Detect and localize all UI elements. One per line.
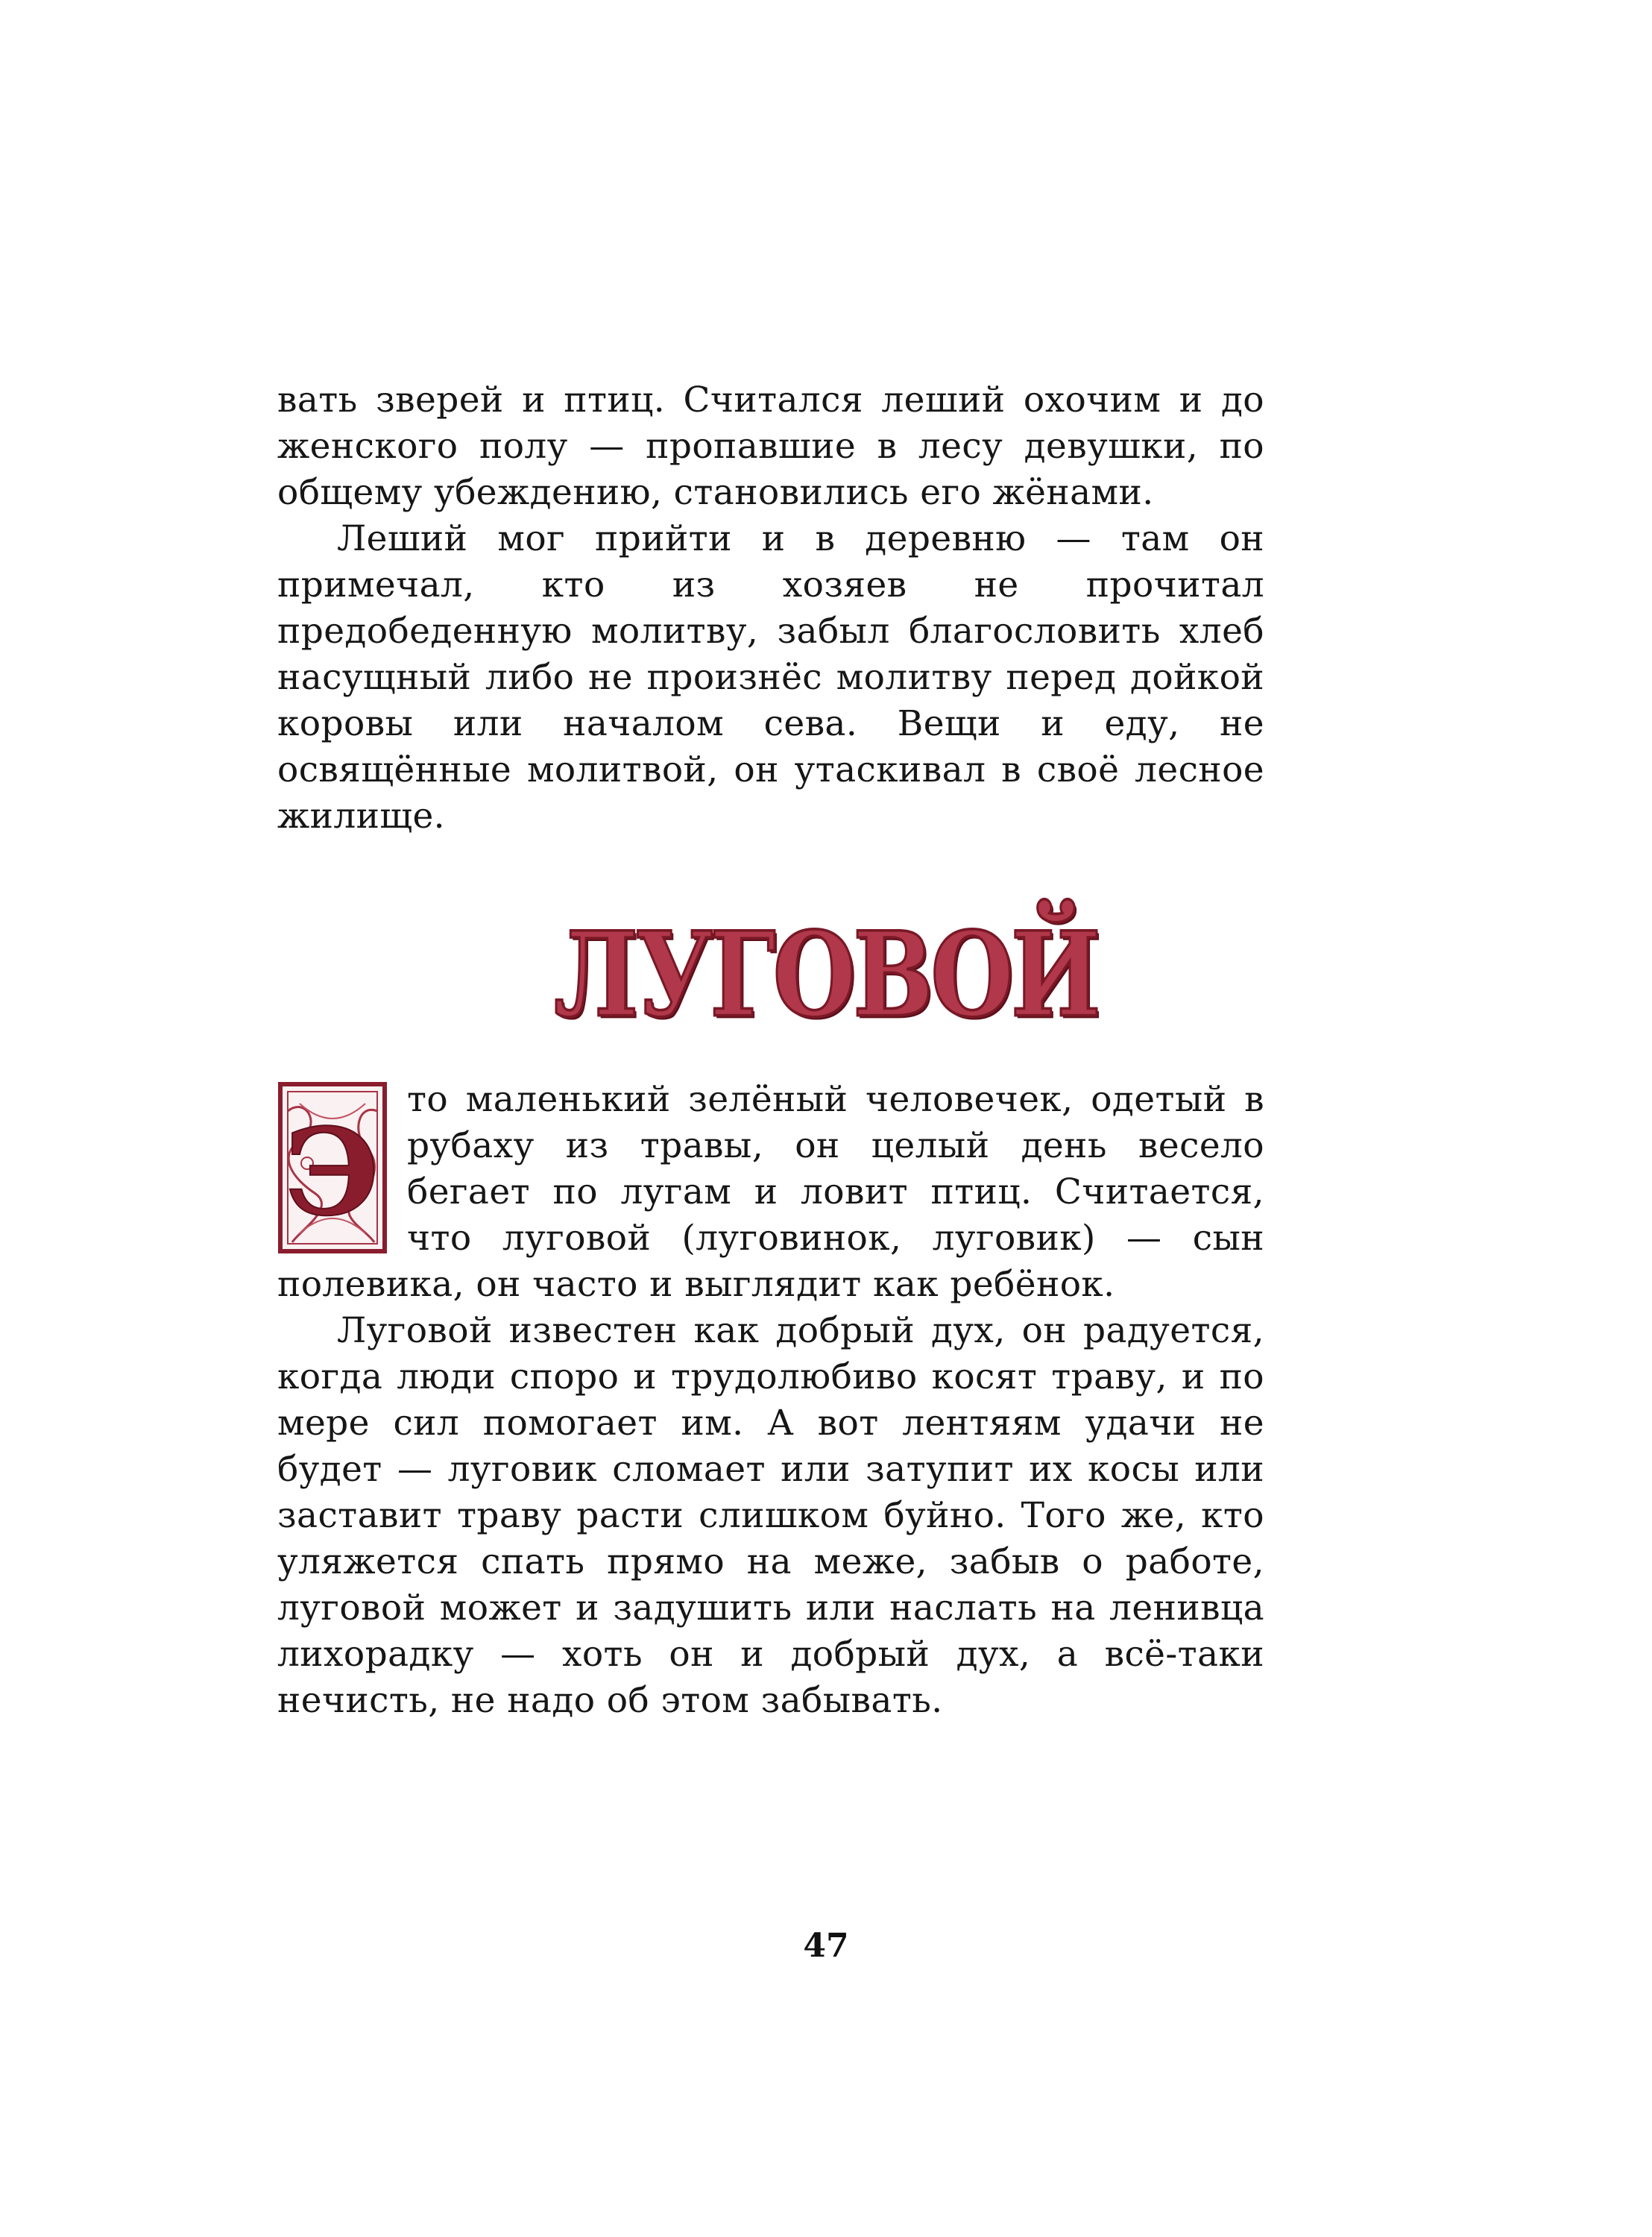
section-title: ЛУГОВОЙ xyxy=(554,907,1098,1044)
paragraph-leshy-village: Леший мог прийти и в деревню — там он примечал, кто из хозяев не прочитал предобеденную молитву, забыл благословить хлеб насущный либо не произнёс молитву перед дойкой коровы или началом сева. Вещи и еду, не освящённые молитвой, он утаскивал в своё лесное жилище. xyxy=(277,518,1264,837)
ornamental-dropcap-icon xyxy=(277,1081,388,1254)
paragraph-lugovoy-spirit: Луговой известен как добрый дух, он радуется, когда люди споро и трудолюбиво косят траву, и по мере сил помогает им. А вот лентяям удачи не будет — луговик сломает или затупит их косы или заставит траву расти слишком буйно. Того же, кто уляжется спать прямо на меже, забыв о работе, луговой может и задушить или наслать на ленивца лихорадку — хоть он и добрый дух, а всё-таки нечисть, не надо об этом забывать. xyxy=(277,1310,1264,1721)
section-heading-wrap xyxy=(0,907,1652,1044)
section-text-block xyxy=(277,1077,1264,1724)
page-number: 47 xyxy=(803,1927,849,1965)
top-text-block xyxy=(277,377,1264,840)
paragraph-lugovoy-intro: то маленький зелёный человечек, одетый в рубаху из травы, он целый день весело бегает по лугам и ловит птиц. Считается, что луговой (луговинок, луговик) — сын полевика, он часто и выглядит как ребёнок. xyxy=(277,1079,1264,1305)
paragraph-continuation: вать зверей и птиц. Считался леший охочим и до женского полу — пропавшие в лесу девушки, по общему убеждению, становились его жёнами. xyxy=(277,380,1264,513)
dropcap-letter: Э xyxy=(285,1102,380,1242)
